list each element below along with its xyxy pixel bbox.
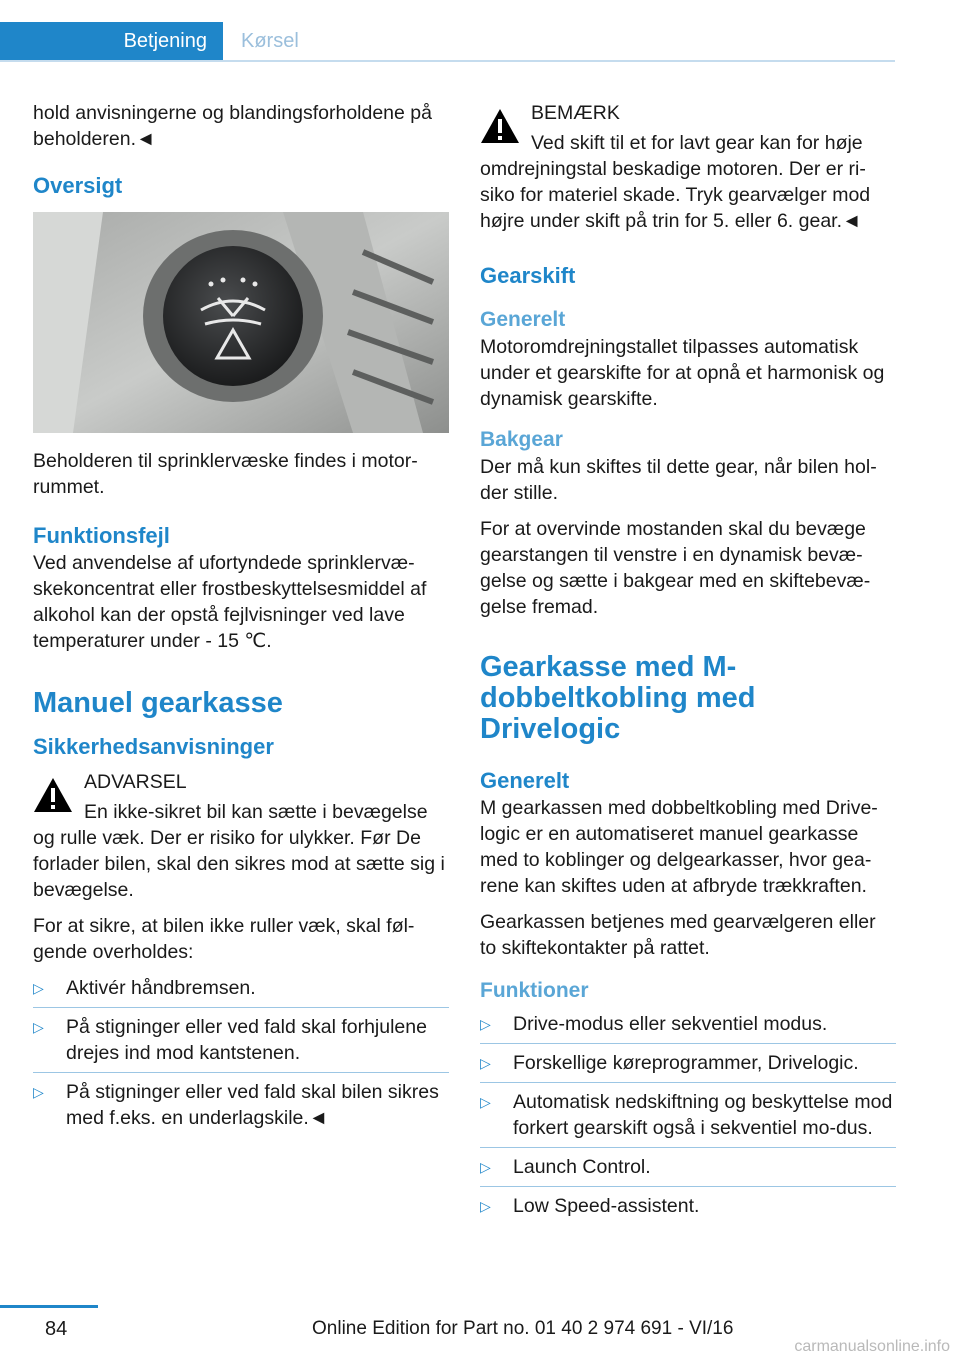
heading-oversigt: Oversigt xyxy=(33,173,123,198)
triangle-right-icon: ▷ xyxy=(33,1019,44,1035)
triangle-right-icon: ▷ xyxy=(480,1094,491,1110)
heading-funktionsfejl: Funktionsfejl xyxy=(33,523,170,548)
triangle-right-icon: ▷ xyxy=(480,1159,491,1175)
triangle-right-icon: ▷ xyxy=(480,1016,491,1032)
list-item: ▷ Aktivér håndbremsen. xyxy=(33,977,256,999)
photo-caption: Beholderen til sprinklervæske findes i motor‐rummet. xyxy=(33,450,418,498)
triangle-right-icon: ▷ xyxy=(480,1198,491,1214)
generelt-2-text-1: M gearkassen med dobbeltkobling med Drive‐logic er en automatiseret manuel gearkasse med to koblinger og delgearkasser, hvor gea‐rene kan skiftes uden at afbryde trækkraften. xyxy=(480,797,878,897)
list-item: ▷ På stigninger eller ved fald skal forhjulene drejes ind mod kantstenen. xyxy=(33,1016,427,1064)
list-divider xyxy=(480,1082,896,1083)
page-number: 84 xyxy=(45,1318,68,1340)
heading-gearskift: Gearskift xyxy=(480,263,576,288)
triangle-right-icon: ▷ xyxy=(480,1055,491,1071)
washer-fluid-cap-photo xyxy=(33,212,449,433)
generelt-text: Motoromdrejningstallet tilpasses automatisk under et gearskifte for at opnå et harmonisk og dynamisk gearskifte. xyxy=(480,336,885,410)
list-item: ▷ På stigninger eller ved fald skal bilen sikres med f.eks. en underlagskile.◄ xyxy=(33,1081,439,1129)
note-title: BEMÆRK xyxy=(531,102,620,124)
heading-generelt-2: Generelt xyxy=(480,768,570,793)
note-block xyxy=(480,100,896,234)
heading-gearkasse-m-dobbeltkobling: Gearkasse med M-dobbeltkobling med Drivelogic xyxy=(480,651,756,745)
list-item: ▷ Automatisk nedskiftning og beskyttelse mod forkert gearskift også i sekventiel mo‐dus. xyxy=(480,1091,893,1139)
generelt-2-text-2: Gearkassen betjenes med gearvælgeren eller to skiftekontakter på rattet. xyxy=(480,911,876,959)
note-text: Ved skift til et for lavt gear kan for høje omdrejningstal beskadige motoren. Der er ri‐siko for materiel skade. Tryk gearvælger mod højre under skift på trin for 5. eller 6. gear.◄ xyxy=(480,132,871,232)
list-divider xyxy=(33,1072,449,1073)
tab-betjening[interactable]: Betjening xyxy=(0,22,223,61)
intro-text: hold anvisningerne og blandingsforholdene på beholderen.◄ xyxy=(33,102,432,150)
warning-triangle-icon xyxy=(33,777,73,813)
list-item: ▷ Forskellige køreprogrammer, Drivelogic. xyxy=(480,1052,859,1074)
right-column xyxy=(480,100,896,1225)
warning-block xyxy=(33,769,449,903)
safety-bullet-list xyxy=(33,975,449,1131)
funktioner-bullet-list xyxy=(480,1011,896,1219)
list-divider xyxy=(33,1007,449,1008)
bakgear-text-1: Der må kun skiftes til dette gear, når bilen hol‐der stille. xyxy=(480,456,877,504)
heading-bakgear: Bakgear xyxy=(480,428,563,451)
heading-funktioner: Funktioner xyxy=(480,979,589,1002)
sikre-text: For at sikre, at bilen ikke ruller væk, skal føl‐gende overholdes: xyxy=(33,915,415,963)
list-divider xyxy=(480,1147,896,1148)
edition-text: Online Edition for Part no. 01 40 2 974 691 - VI/16 xyxy=(312,1318,734,1339)
left-column xyxy=(33,100,449,1137)
list-divider xyxy=(480,1186,896,1187)
triangle-right-icon: ▷ xyxy=(33,980,44,996)
warning-text: En ikke-sikret bil kan sætte i bevægelse og rulle væk. Der er risiko for ulykker. Før De forlader bilen, skal den sikres mod at sætte sig i bevægelse. xyxy=(33,801,445,901)
list-item: ▷ Drive-modus eller sekventiel modus. xyxy=(480,1013,828,1035)
heading-manuel-gearkasse: Manuel gearkasse xyxy=(33,687,283,719)
bakgear-text-2: For at overvinde mostanden skal du bevæge gearstangen til venstre i en dynamisk bevæ‐gelse og sætte i bakgear med en skiftebevæ‐gelse fremad. xyxy=(480,518,871,618)
watermark: carmanualsonline.info xyxy=(794,1338,950,1355)
list-item: ▷ Low Speed-assistent. xyxy=(480,1195,700,1217)
header-divider xyxy=(0,60,895,62)
tab-korsel[interactable]: Kørsel xyxy=(241,30,299,52)
warning-title: ADVARSEL xyxy=(84,771,187,793)
warning-triangle-icon xyxy=(480,108,520,144)
heading-generelt: Generelt xyxy=(480,308,566,331)
page-header xyxy=(0,0,960,62)
list-divider xyxy=(480,1043,896,1044)
heading-sikkerhedsanvisninger: Sikkerhedsanvisninger xyxy=(33,734,274,759)
list-item: ▷ Launch Control. xyxy=(480,1156,651,1178)
triangle-right-icon: ▷ xyxy=(33,1084,44,1100)
funktionsfejl-text: Ved anvendelse af ufortyndede sprinklervæ‐skekoncentrat eller frostbeskyttelsesmiddel af alkohol kan der opstå fejlvisninger ved lave temperaturer under - 15 ℃. xyxy=(33,552,427,652)
footer-accent-line xyxy=(0,1305,98,1308)
